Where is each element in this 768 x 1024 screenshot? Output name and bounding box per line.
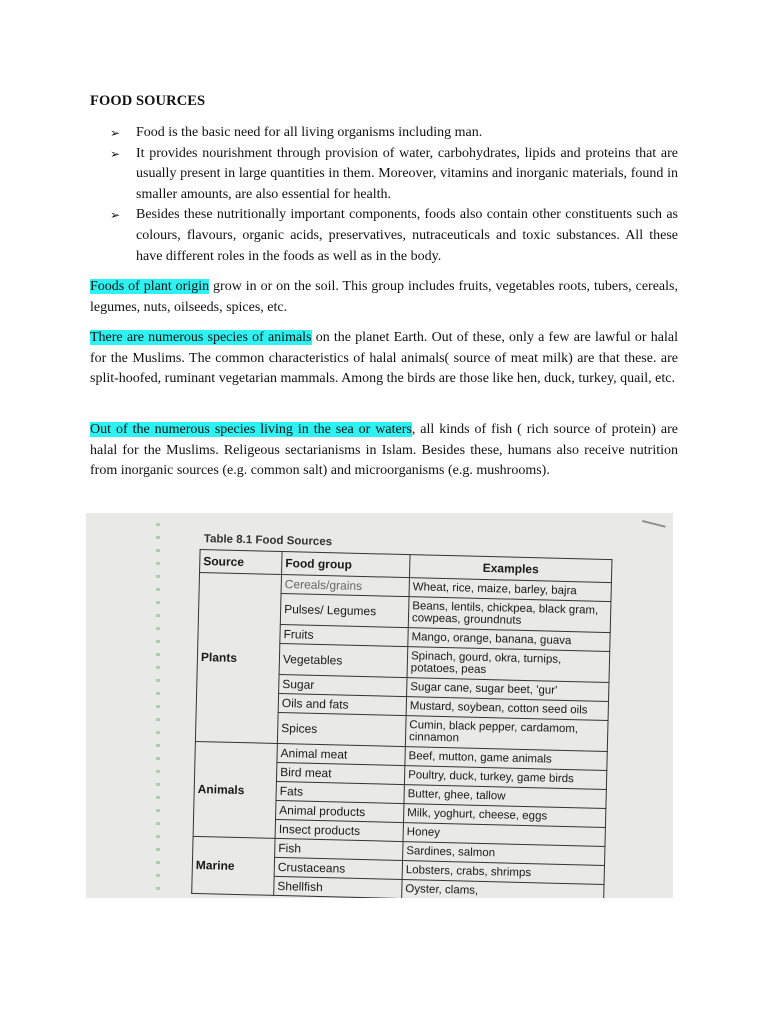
- food-group-cell: Crustaceans: [274, 857, 402, 879]
- table-caption: Table 8.1 Food Sources: [203, 533, 333, 549]
- bullet-item: [110, 123, 678, 144]
- examples-cell: Milk, yoghurt, cheese, eggs: [403, 804, 605, 828]
- examples-cell: Wheat, rice, maize, barley, bajra: [409, 578, 611, 602]
- examples-cell: Mango, orange, banana, guava: [408, 628, 610, 652]
- food-group-cell: Fish: [275, 838, 403, 860]
- examples-cell: Butter, ghee, tallow: [404, 785, 606, 809]
- food-group-cell: Oils and fats: [278, 693, 406, 715]
- arrow-bullet-icon: ➢: [110, 208, 121, 223]
- paragraph-sea: [90, 420, 678, 482]
- food-group-cell: Spices: [277, 712, 406, 746]
- pen-mark: [642, 513, 668, 528]
- examples-cell: Poultry, duck, turkey, game birds: [404, 766, 606, 790]
- arrow-bullet-icon: ➢: [110, 126, 121, 140]
- bullet-text: It provides nourishment through provision of water, carbohydrates, lipids and proteins that are usually present in large quantities in them. Moreover, vitamins and inorganic materials, found in smaller amounts, are also essential for health.: [136, 145, 678, 202]
- food-group-cell: Pulses/ Legumes: [280, 593, 409, 627]
- examples-cell: Lobsters, crabs, shrimps: [402, 861, 604, 885]
- notebook-margin-dots: [156, 523, 160, 898]
- arrow-bullet-icon: ➢: [110, 146, 121, 161]
- highlighted-text: There are numerous species of animals: [90, 330, 312, 345]
- examples-cell: Oyster, clams,: [402, 880, 604, 898]
- source-marine: Marine: [192, 836, 275, 895]
- table-photo: [86, 513, 673, 898]
- food-group-cell: Shellfish: [274, 876, 402, 898]
- examples-cell: Sardines, salmon: [403, 842, 605, 866]
- header-source: Source: [200, 550, 283, 575]
- examples-cell: Sugar cane, sugar beet, 'gur': [407, 678, 609, 702]
- paragraph-animals: [90, 328, 678, 390]
- food-group-cell: Vegetables: [279, 643, 408, 677]
- food-group-cell: Bird meat: [276, 762, 404, 784]
- source-plants: Plants: [195, 573, 281, 744]
- food-group-cell: Animal products: [276, 800, 404, 822]
- highlighted-text: Out of the numerous species living in the sea or waters: [90, 422, 412, 437]
- bullet-text: Besides these nutritionally important components, foods also contain other constituents such as colours, flavours, organic acids, preservatives, nutraceuticals and toxic substances. All these have different roles in the foods as well as in the body.: [136, 207, 678, 264]
- bullet-list: [110, 123, 678, 267]
- bullet-item: [110, 205, 678, 267]
- food-group-cell: Fruits: [280, 624, 408, 646]
- food-sources-table: [191, 533, 612, 898]
- food-group-cell: Insect products: [275, 819, 403, 841]
- highlighted-text: Foods of plant origin: [90, 279, 210, 294]
- paragraph-text: on the planet Earth. Out of these, only a few are lawful or halal for the Muslims. The common characteristics of halal animals( source of meat milk) are that these. are split-hoofed, ruminant vegetarian mammals. Among the birds are those like hen, duck, turkey, quail, etc.: [90, 330, 678, 387]
- source-animals: Animals: [193, 741, 277, 838]
- food-group-cell: Animal meat: [277, 743, 405, 765]
- examples-cell: Cumin, black pepper, cardamom, cinnamon: [405, 716, 608, 752]
- examples-cell: Beans, lentils, chickpea, black gram, cowpeas, groundnuts: [408, 597, 611, 633]
- examples-cell: Honey: [403, 823, 605, 847]
- page-title: FOOD SOURCES: [90, 93, 206, 109]
- paragraph-plant-origin: [90, 277, 678, 318]
- bullet-text: Food is the basic need for all living organisms including man.: [136, 125, 483, 140]
- table-grid: [191, 549, 612, 898]
- examples-cell: Beef, mutton, game animals: [405, 747, 607, 771]
- food-group-cell: Sugar: [279, 674, 407, 696]
- header-examples: Examples: [409, 555, 612, 583]
- examples-cell: Mustard, soybean, cotton seed oils: [406, 697, 608, 721]
- header-food-group: Food group: [282, 552, 411, 578]
- paragraph-text: , all kinds of fish ( rich source of protein) are halal for the Muslims. Religeous sectarianisms in Islam. Besides these, humans also receive nutrition from inorganic sources (e.g. common salt) and microorganisms (e.g. mushrooms).: [90, 422, 678, 479]
- food-group-cell: Cereals/grains: [281, 575, 409, 597]
- bullet-item: [110, 144, 678, 206]
- paragraph-text: grow in or on the soil. This group includes fruits, vegetables roots, tubers, cereals, legumes, nuts, oilseeds, spices, etc.: [90, 279, 678, 315]
- food-group-cell: Fats: [276, 781, 404, 803]
- examples-cell: Spinach, gourd, okra, turnips, potatoes, peas: [407, 647, 610, 683]
